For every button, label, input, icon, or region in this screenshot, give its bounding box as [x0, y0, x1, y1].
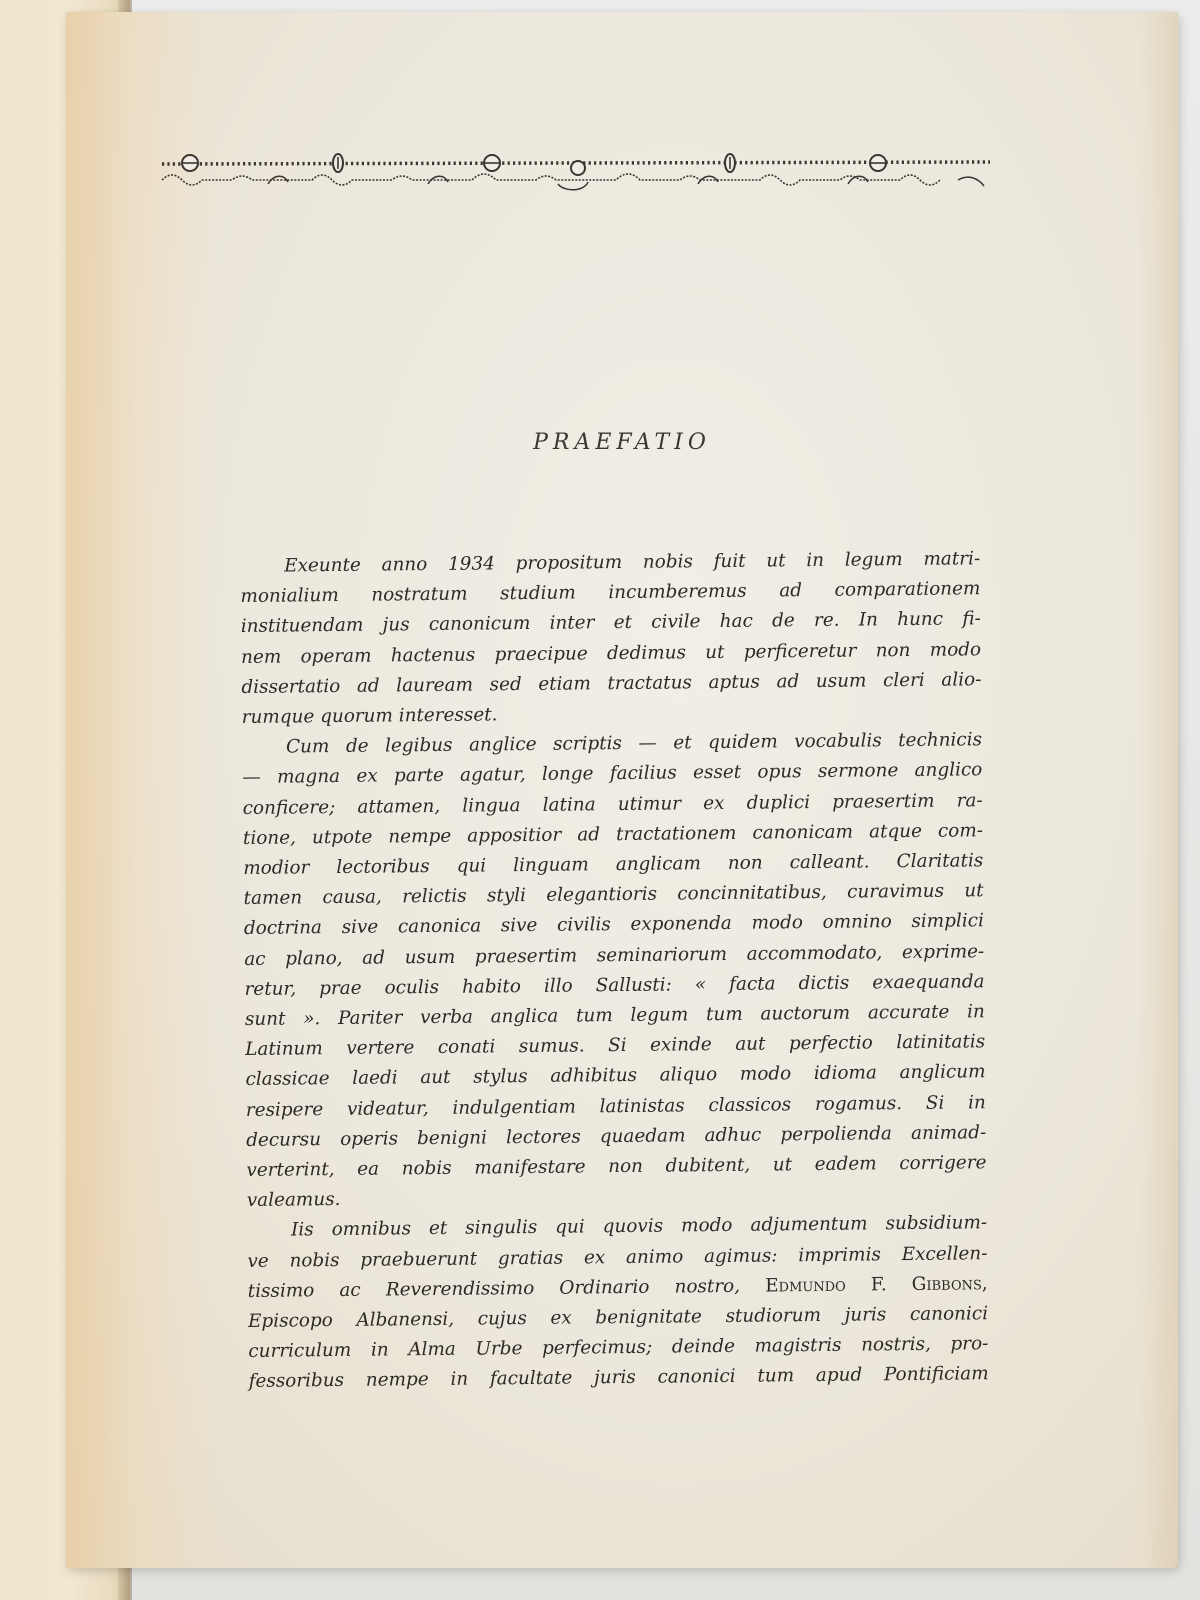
- text-line: retur, prae oculis habito illo Sallusti: « facta dictis exaequanda: [244, 971, 985, 1000]
- text-line: valeamus.: [246, 1189, 341, 1212]
- text-line: modior lectoribus qui linguam anglicam non calleant. Claritatis: [243, 850, 984, 880]
- text-line: — magna ex parte agatur, longe facilius esset opus sermone anglico: [242, 759, 983, 789]
- preface-body: [240, 544, 989, 1397]
- text-line: nem operam hactenus praecipue dedimus ut perficeretur non modo: [240, 638, 982, 668]
- bishop-name: Edmundo F. Gibbons,: [765, 1273, 988, 1297]
- text-line: tione, utpote nempe appositior ad tractationem canonicam atque com-: [242, 820, 984, 849]
- text-line: monialium nostratum studium incumberemus ad comparationem: [240, 578, 981, 608]
- text-line: conficere; attamen, lingua latina utimur ex duplici praesertim ra-: [242, 789, 983, 819]
- text-line: Episcopo Albanensi, cujus ex benignitate studiorum juris canonici: [247, 1303, 989, 1333]
- text-line: Latinum vertere conati sumus. Si exinde aut perfectio latinitatis: [245, 1031, 986, 1061]
- text-line: classicae laedi aut stylus adhibitus aliquo modo idioma anglicum: [245, 1061, 986, 1091]
- text-line: doctrina sive canonica sive civilis exponenda modo omnino simplici: [243, 910, 985, 940]
- text-line: rumque quorum interesset.: [241, 704, 498, 729]
- text-line: fessoribus nempe in facultate juris canonici tum apud Pontificiam: [248, 1363, 989, 1393]
- text-line: sunt ». Pariter verba anglica tum legum tum auctorum accurate in: [244, 1001, 985, 1031]
- text-line: ve nobis praebuerunt gratias ex animo agimus: imprimis Excellen-: [247, 1242, 988, 1272]
- text-line: ac plano, ad usum praesertim seminariorum accommodato, exprime-: [244, 940, 985, 970]
- text-line: tamen causa, relictis styli elegantioris concinnitatibus, curavimus ut: [243, 880, 984, 910]
- page-title: PRAEFATIO: [533, 430, 711, 455]
- text-line: instituendam jus canonicum inter et civile hac de re. In hunc fi-: [240, 608, 981, 638]
- text-line: decursu operis benigni lectores quaedam adhuc perpolienda animad-: [246, 1122, 987, 1151]
- decorative-border-ornament: [158, 150, 994, 194]
- paragraph-2: [242, 725, 987, 1216]
- paragraph-1: [240, 544, 982, 733]
- text-line: curriculum in Alma Urbe perfecimus; deinde magistris nostris, pro-: [248, 1333, 989, 1363]
- text-line: resipere videatur, indulgentiam latinistas classicos rogamus. Si in: [245, 1091, 986, 1121]
- text-line: dissertatio ad lauream sed etiam tractatus aptus ad usum cleri alio-: [241, 669, 982, 698]
- text-line: verterint, ea nobis manifestare non dubitent, ut eadem corrigere: [246, 1152, 987, 1182]
- text-fragment: tissimo ac Reverendissimo Ordinario nostro,: [247, 1275, 766, 1302]
- paragraph-3: [247, 1209, 989, 1398]
- text-line: Exeunte anno 1934 propositum nobis fuit ut in legum matri-: [284, 548, 981, 577]
- text-line: Iis omnibus et singulis qui quovis modo adjumentum subsidium-: [290, 1212, 988, 1241]
- text-line: Cum de legibus anglice scriptis — et quidem vocabulis technicis: [285, 729, 983, 758]
